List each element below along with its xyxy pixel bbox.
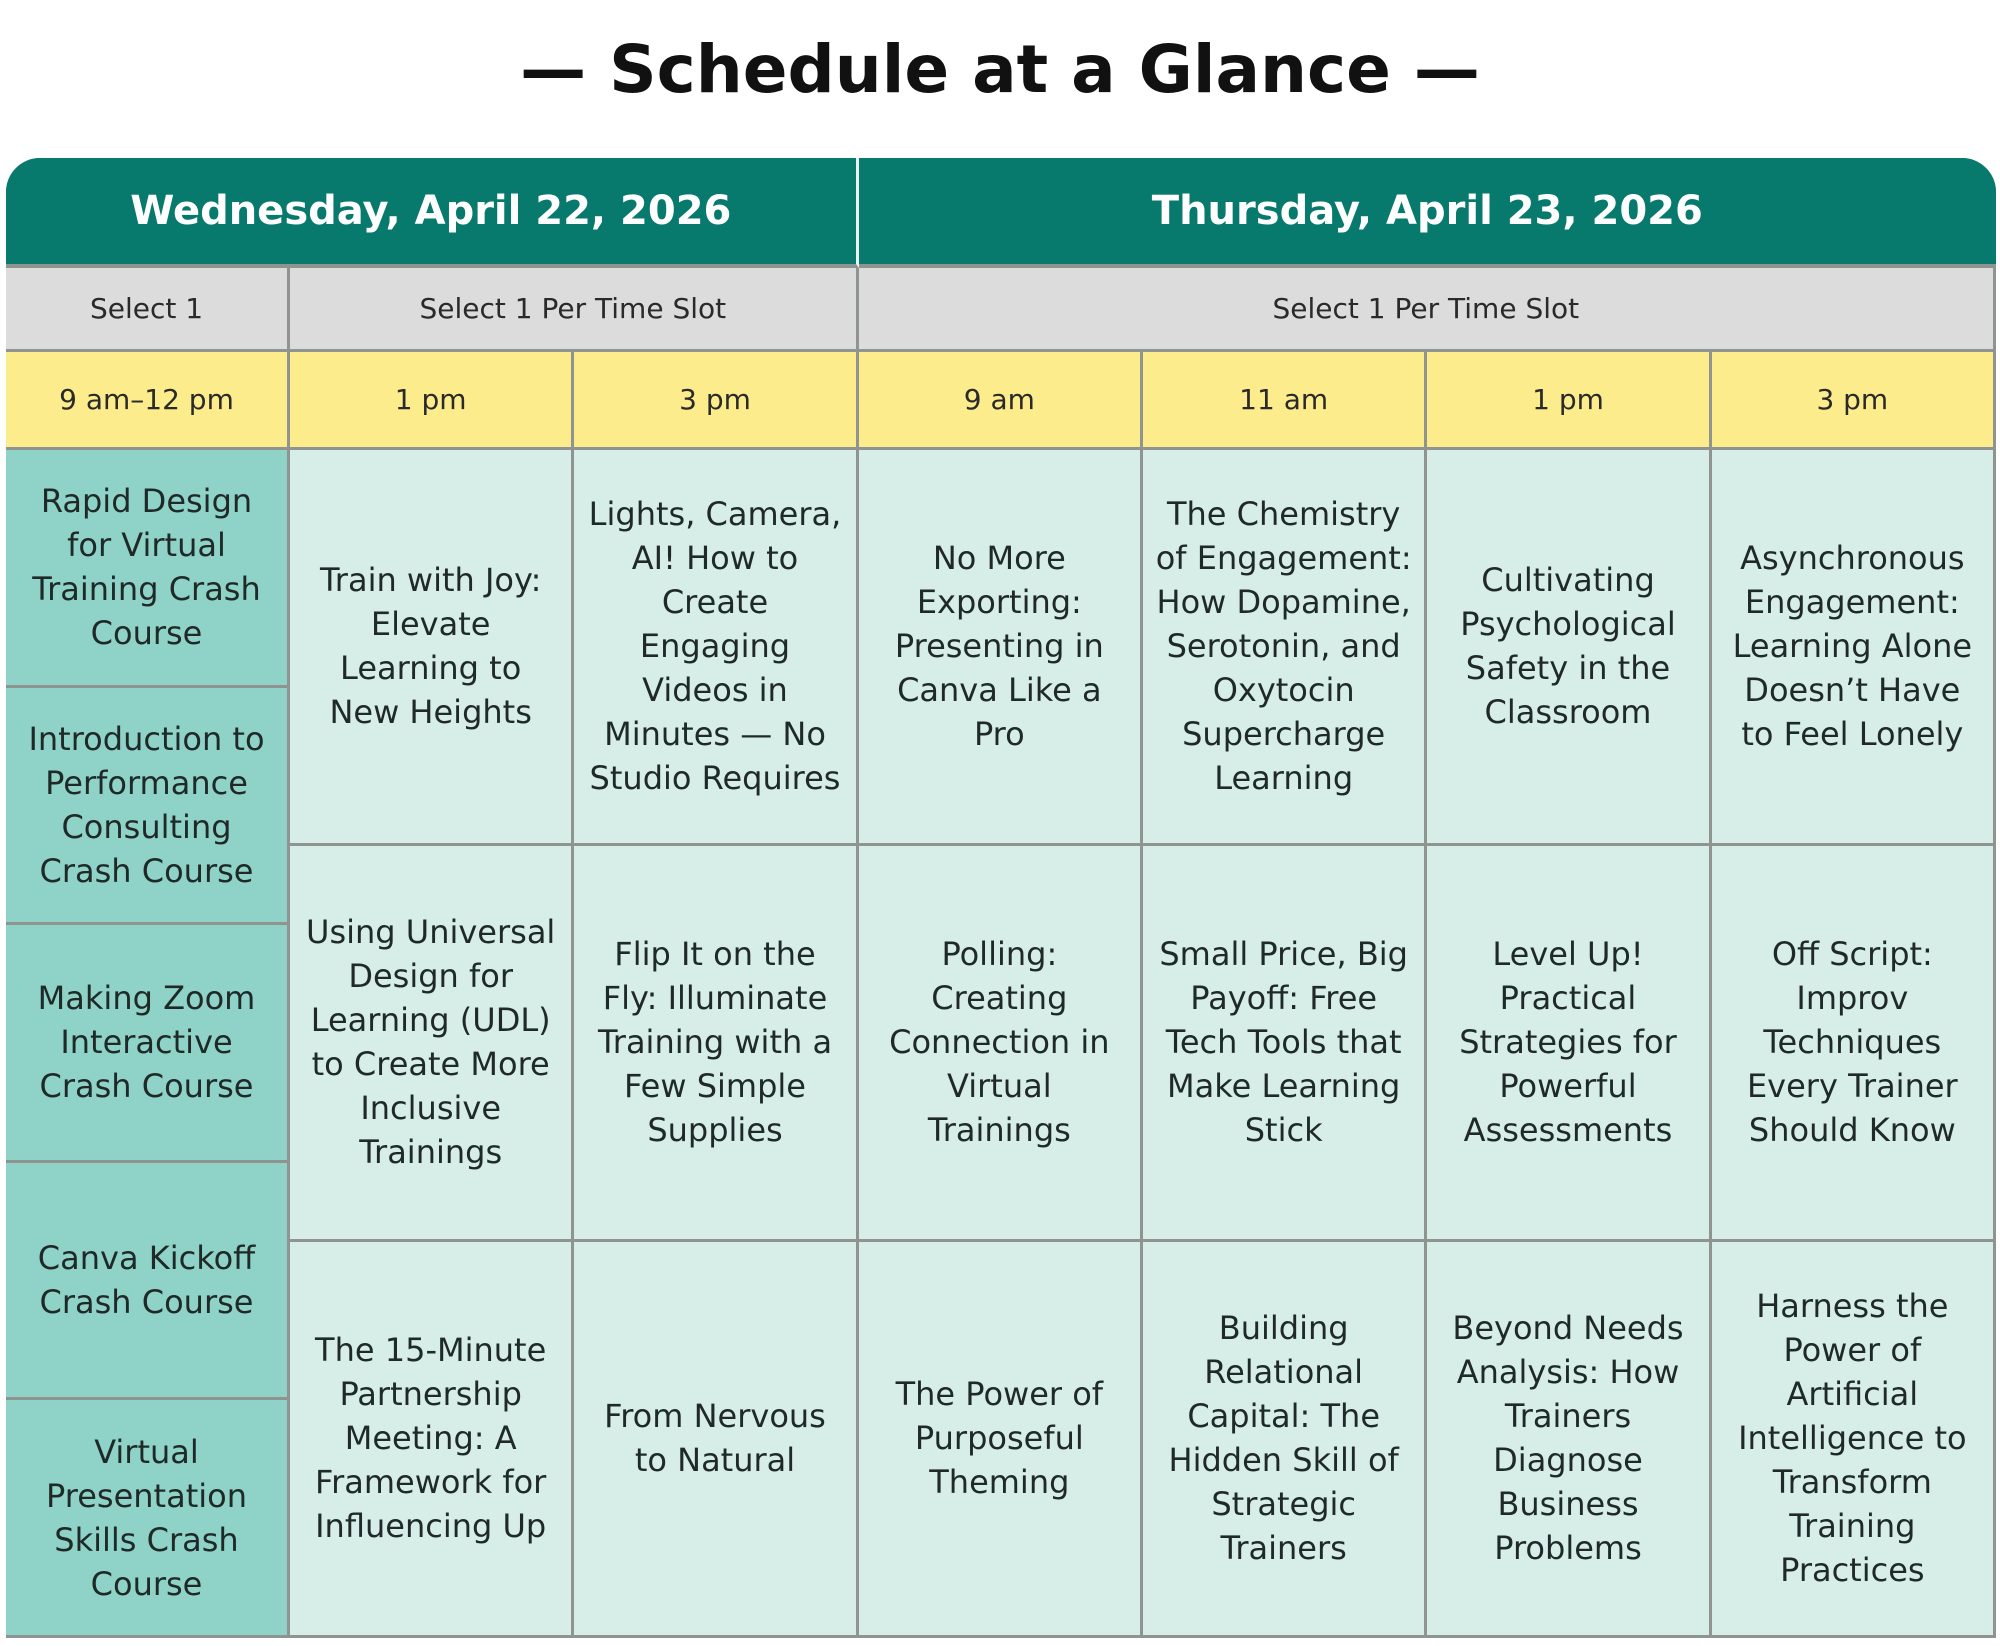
- session-cell: Polling: Creating Connection in Virtual Trainings: [859, 846, 1143, 1242]
- time-slot: 3 pm: [574, 352, 858, 450]
- time-slot: 1 pm: [1427, 352, 1711, 450]
- page-title: — Schedule at a Glance —: [520, 31, 1480, 108]
- session-cell: Using Universal Design for Learning (UDL) to Create More Inclusive Trainings: [290, 846, 574, 1242]
- time-slot: 9 am: [859, 352, 1143, 450]
- session-cell: Flip It on the Fly: Illuminate Training with a Few Simple Supplies: [574, 846, 858, 1242]
- crash-course-cell: Rapid Design for Virtual Training Crash Course: [6, 450, 290, 688]
- session-cell: Building Relational Capital: The Hidden Skill of Strategic Trainers: [1143, 1242, 1427, 1638]
- time-slot: 9 am–12 pm: [6, 352, 290, 450]
- session-cell: Level Up! Practical Strategies for Powerful Assessments: [1427, 846, 1711, 1242]
- time-slot: 11 am: [1143, 352, 1427, 450]
- session-cell: Harness the Power of Artificial Intelligence to Transform Training Practices: [1712, 1242, 1996, 1638]
- session-cell: No More Exporting: Presenting in Canva Like a Pro: [859, 450, 1143, 846]
- session-cell: Train with Joy: Elevate Learning to New Heights: [290, 450, 574, 846]
- session-cell: From Nervous to Natural: [574, 1242, 858, 1638]
- session-cell: Off Script: Improv Techniques Every Trainer Should Know: [1712, 846, 1996, 1242]
- select-label-crash-course: Select 1: [6, 268, 290, 352]
- session-cell: Cultivating Psychological Safety in the Classroom: [1427, 450, 1711, 846]
- select-label-thursday: Select 1 Per Time Slot: [859, 268, 1996, 352]
- session-cell: The 15-Minute Partnership Meeting: A Framework for Influencing Up: [290, 1242, 574, 1638]
- day-header-wednesday: Wednesday, April 22, 2026: [6, 158, 859, 268]
- crash-course-cell: Making Zoom Interactive Crash Course: [6, 925, 290, 1163]
- day-header-thursday: Thursday, April 23, 2026: [859, 158, 1996, 268]
- time-slot: 3 pm: [1712, 352, 1996, 450]
- crash-course-cell: Canva Kickoff Crash Course: [6, 1163, 290, 1401]
- session-cell: The Power of Purposeful Theming: [859, 1242, 1143, 1638]
- session-cell: Asynchronous Engagement: Learning Alone Doesn’t Have to Feel Lonely: [1712, 450, 1996, 846]
- crash-course-cell: Virtual Presentation Skills Crash Course: [6, 1400, 290, 1638]
- session-cell: The Chemistry of Engagement: How Dopamine, Serotonin, and Oxytocin Supercharge Learning: [1143, 450, 1427, 846]
- time-slot: 1 pm: [290, 352, 574, 450]
- session-cell: Lights, Camera, AI! How to Create Engaging Videos in Minutes — No Studio Requires: [574, 450, 858, 846]
- session-cell: Small Price, Big Payoff: Free Tech Tools that Make Learning Stick: [1143, 846, 1427, 1242]
- schedule-table: [6, 158, 1996, 1638]
- select-label-wednesday: Select 1 Per Time Slot: [290, 268, 859, 352]
- session-cell: Beyond Needs Analysis: How Trainers Diagnose Business Problems: [1427, 1242, 1711, 1638]
- crash-course-cell: Introduction to Performance Consulting Crash Course: [6, 688, 290, 926]
